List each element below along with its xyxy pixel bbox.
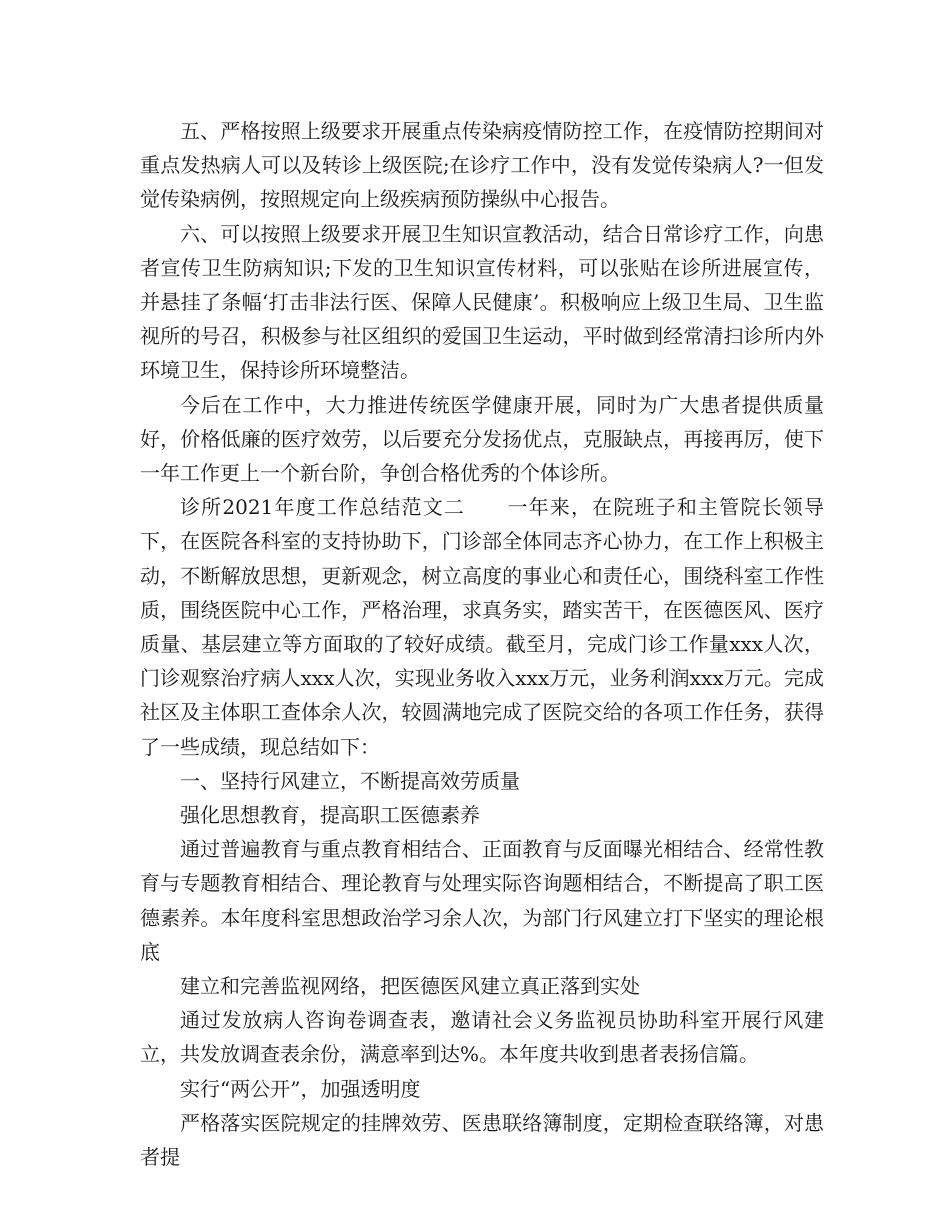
paragraph-survey: 通过发放病人咨询卷调查表，邀请社会义务监视员协助科室开展行风建立，共发放调查表余份，满意率到达%。本年度共收到患者表扬信篇。 (140, 1008, 824, 1067)
paragraph-education-methods: 通过普遍教育与重点教育相结合、正面教育与反面曝光相结合、经常性教育与专题教育相结合、理论教育与处理实际咨询题相结合，不断提高了职工医德素养。本年度科室思想政治学习余人次，为部门行风建立打下坚实的理论根底 (140, 837, 824, 964)
paragraph-service-system: 严格落实医院规定的挂牌效劳、医患联络簿制度，定期检查联络簿，对患者提 (140, 1110, 824, 1170)
subheading-ideological-education: 强化思想教育，提高职工医德素养 (180, 803, 480, 828)
document-body (140, 114, 824, 1174)
paragraph-health-education: 六、可以按照上级要求开展卫生知识宣教活动，结合日常诊疗工作，向患者宣传卫生防病知识;下发的卫生知识宣传材料，可以张贴在诊所进展宣传，并悬挂了条幅‘打击非法行医、保障人民健康’。积极响应上级卫生局、卫生监视所的号召，积极参与社区组织的爱国卫生运动，平时做到经常清扫诊所内外环境卫生，保持诊所环境整洁。 (140, 221, 824, 383)
subheading-supervision-network: 建立和完善监视网络，把医德医风建立真正落到实处 (180, 974, 640, 999)
heading-conduct-building: 一、坚持行风建立，不断提高效劳质量 (180, 768, 520, 793)
paragraph-summary-two-intro: 诊所2021年度工作总结范文二 一年来，在院班子和主管院长领导下，在医院各科室的支持协助下，门诊部全体同志齐心协力，在工作上积极主动，不断解放思想，更新观念，树立高度的事业心和责任心，围绕科室工作性质，围绕医院中心工作，严格治理，求真务实，踏实苦干，在医德医风、医疗质量、基层建立等方面取的了较好成绩。截至月，完成门诊工作量xxx人次，门诊观察治疗病人xxx人次，实现业务收入xxx万元，业务利润xxx万元。完成社区及主体职工查体余人次，较圆满地完成了医院交给的各项工作任务，获得了一些成绩，现总结如下： (140, 495, 824, 759)
paragraph-future-plan: 今后在工作中，大力推进传统医学健康开展，同时为广大患者提供质量好，价格低廉的医疗效劳，以后要充分发扬优点，克服缺点，再接再厉，使下一年工作更上一个新台阶，争创合格优秀的个体诊所。 (140, 392, 824, 486)
paragraph-epidemic-control: 五、严格按照上级要求开展重点传染病疫情防控工作，在疫情防控期间对重点发热病人可以及转诊上级医院;在诊疗工作中，没有发觉传染病人?一但发觉传染病例，按照规定向上级疾病预防操纵中心报告。 (140, 119, 824, 212)
subheading-two-disclosures: 实行“两公开”，加强透明度 (180, 1076, 421, 1101)
